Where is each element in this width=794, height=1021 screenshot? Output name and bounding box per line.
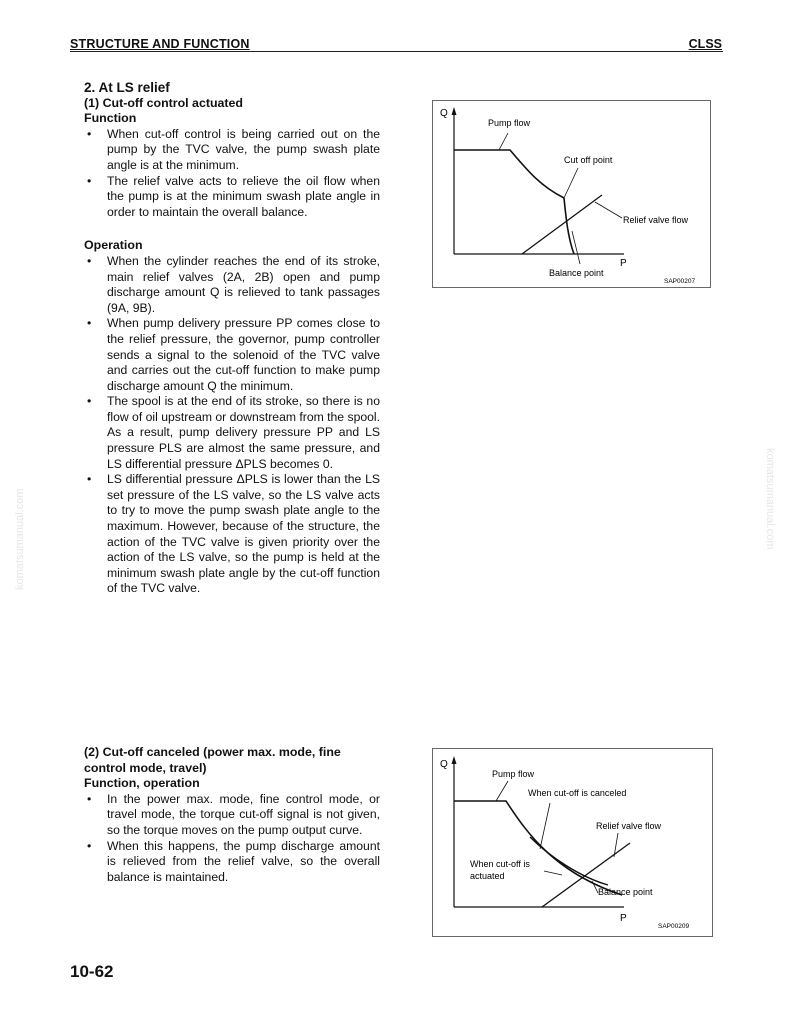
figure2-actuated-curve (530, 837, 608, 885)
part1-function-list (84, 127, 380, 221)
page-number: 10-62 (70, 962, 114, 981)
figure2-p-label: P (620, 913, 627, 924)
list-item: • When the cylinder reaches the end of its stroke, main relief valves (2A, 2B) open and pump discharge amount Q is relieved to tank passages (9A, 9B). (84, 254, 380, 316)
watermark-right: komatsumanual.com (764, 448, 776, 550)
figure2-when-actuated-label-1: When cut-off is (470, 859, 530, 869)
figure2-leader-pump (496, 781, 508, 801)
watermark-left: komatsumanual.com (14, 488, 26, 590)
list-item: • The relief valve acts to relieve the oil flow when the pump is at the minimum swash plate angle in order to maintain the overall balance. (84, 174, 380, 221)
figure2-code: SAP00209 (658, 923, 690, 930)
figure2-leader-actuated (544, 871, 562, 875)
figure1-relief-line (522, 195, 602, 254)
list-item: • When this happens, the pump discharge amount is relieved from the relief valve, so the overall balance is maintained. (84, 839, 380, 886)
figure1-balance-point-label: Balance point (549, 268, 604, 278)
header-rule (70, 51, 723, 52)
figure2-relief-line (542, 843, 630, 907)
figure1-y-arrow (452, 107, 457, 115)
section-title: STRUCTURE AND FUNCTION (70, 37, 250, 51)
figure-cut-off-canceled (432, 745, 714, 941)
figure1-pump-curve (454, 150, 564, 198)
part1-operation-title: Operation (84, 238, 143, 253)
figure-cut-off-actuated (432, 98, 712, 290)
list-item: • When pump delivery pressure PP comes close to the relief pressure, the governor, pump controller sends a signal to the solenoid of the TVC valve and carries out the cut-off function to make pump discharge amount Q the minimum. (84, 316, 380, 394)
figure1-frame (433, 101, 711, 288)
part1-operation-list (84, 254, 380, 597)
list-item: • LS differential pressure ΔPLS is lower than the LS set pressure of the LS valve, so the LS valve acts to try to move the pump swash plate angle to the maximum. However, because of the structure, the action of the TVC valve is given priority over the action of the LS valve, so the pump is held at the minimum swash plate angle by the cut-off function of the TVC valve. (84, 472, 380, 597)
figure1-relief-valve-flow-label: Relief valve flow (623, 215, 689, 225)
figure1-p-label: P (620, 258, 627, 269)
part1-text (84, 80, 380, 597)
figure1-diagram (432, 98, 712, 290)
figure1-leader-relief (595, 202, 622, 218)
part1-subheading: (1) Cut-off control actuated (84, 95, 244, 110)
list-item: • In the power max. mode, fine control mode, or travel mode, the torque cut-off signal is not given, so the torque moves on the pump output curve. (84, 792, 380, 839)
figure1-leader-cutoff (564, 168, 578, 198)
figure2-q-label: Q (440, 759, 448, 770)
figure2-frame (433, 749, 713, 937)
list-item: • When cut-off control is being carried out on the pump by the TVC valve, the pump swash plate angle is at the minimum. (84, 127, 380, 174)
part2-subheading: (2) Cut-off canceled (power max. mode, fine control mode, travel) (84, 745, 341, 775)
list-item: • The spool is at the end of its stroke, so there is no flow of oil upstream or downstream from the spool. As a result, pump delivery pressure PP and LS pressure PLS are almost the same pressure, and LS differential pressure ΔPLS becomes 0. (84, 394, 380, 472)
part2-function-title: Function, operation (84, 776, 200, 791)
figure1-leader-pump (499, 133, 508, 150)
figure2-diagram (432, 745, 714, 941)
figure2-when-canceled-label: When cut-off is canceled (528, 788, 627, 798)
part2-list (84, 792, 380, 886)
figure1-pump-flow-label: Pump flow (488, 118, 531, 128)
part1-heading: 2. At LS relief (84, 80, 170, 95)
figure2-relief-valve-flow-label: Relief valve flow (596, 821, 662, 831)
figure2-when-actuated-label-2: actuated (470, 871, 505, 881)
figure1-leader-balance (572, 231, 580, 264)
figure2-balance-point-label: Balance point (598, 887, 653, 897)
figure1-q-label: Q (440, 108, 448, 119)
figure1-cutoff-curve (564, 198, 574, 254)
figure2-y-arrow (452, 756, 457, 764)
part2-text (84, 745, 380, 885)
figure1-code: SAP00207 (664, 278, 696, 285)
section-code: CLSS (688, 37, 722, 51)
figure1-cut-off-point-label: Cut off point (564, 155, 613, 165)
part1-function-title: Function (84, 111, 137, 126)
figure2-pump-flow-label: Pump flow (492, 769, 535, 779)
figure2-leader-canceled (540, 803, 550, 849)
